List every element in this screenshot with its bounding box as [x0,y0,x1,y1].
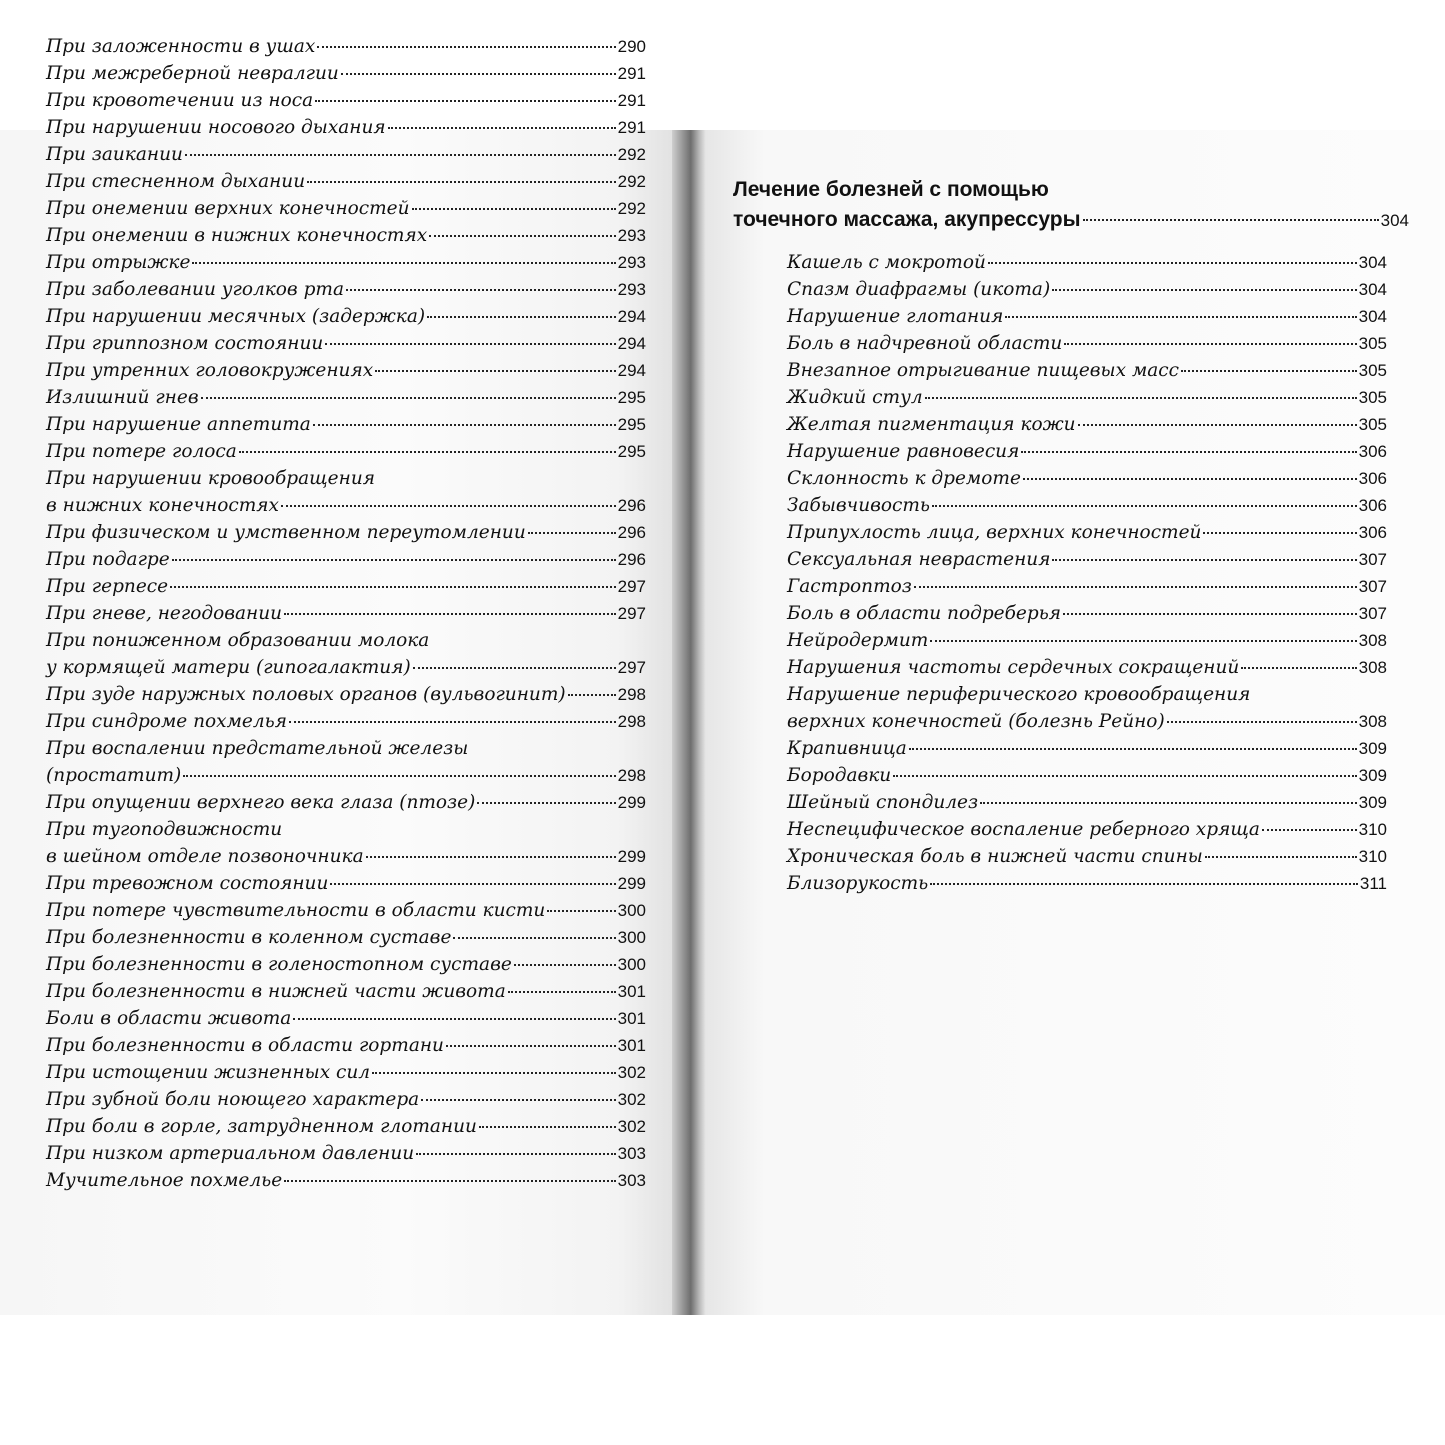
toc-entry-page-number: 294 [617,361,646,380]
toc-entry-page-number: 306 [1358,523,1387,542]
toc-entry [787,600,1387,627]
dot-leader [388,127,616,129]
toc-right-column [787,249,1387,897]
toc-entry-page-number: 293 [617,226,646,245]
toc-entry-page-number: 300 [617,955,646,974]
dot-leader [1005,316,1356,318]
toc-entry-title-line: При тугоподвижности [46,819,283,840]
toc-entry [787,843,1387,870]
toc-entry-page-number: 301 [617,1036,646,1055]
dot-leader [421,1099,615,1101]
toc-entry [787,303,1387,330]
toc-entry-page-number: 303 [617,1144,646,1163]
toc-entry [46,951,646,978]
toc-entry-title-line: Спазм диафрагмы (икота) [787,279,1051,300]
dot-leader [568,694,616,696]
toc-entry-page-number: 308 [1358,712,1387,731]
dot-leader [239,451,616,453]
toc-entry [46,357,646,384]
dot-leader [346,289,616,291]
toc-entry-page-number: 298 [617,766,646,785]
toc-entry-title-line: При нарушение аппетита [46,414,311,435]
dot-leader [416,1153,615,1155]
toc-entry-page-number: 297 [617,604,646,623]
dot-leader [925,397,1357,399]
dot-leader [514,964,616,966]
toc-entry [46,249,646,276]
toc-entry-title-line: Неспецифическое воспаление реберного хряща [787,819,1260,840]
toc-entry-title-line: Жидкий стул [787,387,923,408]
toc-entry-page-number: 291 [617,64,646,83]
toc-entry-title-line: При опущении верхнего века глаза (птозе) [46,792,476,813]
toc-entry [787,627,1387,654]
toc-entry [46,816,646,870]
book-gutter [672,130,706,1315]
toc-entry [46,465,646,519]
toc-entry [46,60,646,87]
dot-leader [281,505,616,507]
dot-leader [341,73,616,75]
toc-entry [787,546,1387,573]
toc-entry-title-line: Шейный спондилез [787,792,979,813]
toc-entry [46,438,646,465]
toc-entry-page-number: 309 [1358,739,1387,758]
toc-entry [46,708,646,735]
toc-entry [46,546,646,573]
toc-entry-title-line: Нейродермит [787,630,929,651]
toc-entry-page-number: 294 [617,307,646,326]
dot-leader [1023,478,1357,480]
toc-entry-page-number: 292 [617,172,646,191]
toc-entry-title-line: При нарушении носового дыхания [46,117,386,138]
toc-entry-page-number: 310 [1358,847,1387,866]
toc-entry-title-line: в шейном отделе позвоночника [46,846,364,867]
toc-entry-title-line: При отрыжке [46,252,191,273]
toc-entry-page-number: 295 [617,442,646,461]
toc-entry-page-number: 305 [1358,361,1387,380]
toc-entry-page-number: 302 [617,1117,646,1136]
dot-leader [508,991,616,993]
dot-leader [1052,289,1356,291]
toc-entry-page-number: 291 [617,91,646,110]
toc-entry-title-line: При физическом и умственном переутомлении [46,522,526,543]
toc-entry-page-number: 310 [1358,820,1387,839]
dot-leader [413,667,616,669]
dot-leader [293,1018,615,1020]
toc-entry-title-line: При зубной боли ноющего характера [46,1089,420,1110]
dot-leader [183,775,615,777]
dot-leader [427,316,616,318]
toc-entry-page-number: 298 [617,685,646,704]
toc-entry [46,627,646,681]
toc-entry-page-number: 294 [617,334,646,353]
toc-entry-page-number: 299 [617,793,646,812]
toc-entry-title-line: При потере чувствительности в области кисти [46,900,546,921]
dot-leader [893,775,1356,777]
toc-entry [787,681,1387,735]
dot-leader [1052,559,1356,561]
toc-entry-page-number: 291 [617,118,646,137]
dot-leader [988,262,1357,264]
toc-entry [46,1032,646,1059]
toc-entry-page-number: 299 [617,847,646,866]
dot-leader [1205,856,1357,858]
dot-leader [307,181,616,183]
toc-entry [46,195,646,222]
toc-entry-page-number: 293 [617,280,646,299]
toc-entry [46,303,646,330]
toc-entry-title-line: Хроническая боль в нижней части спины [787,846,1203,867]
toc-entry-title-line: При онемении в нижних конечностях [46,225,428,246]
toc-entry-title-line: Боль в надчревной области [787,333,1063,354]
section-heading-line: Лечение болезней с помощью [733,178,1049,201]
toc-entry [46,519,646,546]
toc-entry-title-line: При нарушении кровообращения [46,468,375,489]
dot-leader [284,1180,615,1182]
toc-entry [46,168,646,195]
toc-entry [46,330,646,357]
toc-entry-page-number: 295 [617,415,646,434]
toc-entry-title-line: При заболевании уголков рта [46,279,344,300]
toc-entry-page-number: 305 [1358,334,1387,353]
toc-entry-title-line: Припухлость лица, верхних конечностей [787,522,1202,543]
toc-entry [787,276,1387,303]
toc-entry-page-number: 308 [1358,658,1387,677]
dot-leader [185,154,616,156]
toc-entry [787,465,1387,492]
dot-leader [1241,667,1356,669]
toc-entry-page-number: 299 [617,874,646,893]
dot-leader [1181,370,1357,372]
dot-leader [1021,451,1356,453]
toc-entry-page-number: 292 [617,199,646,218]
dot-leader [930,883,1358,885]
dot-leader [932,505,1357,507]
dot-leader [479,1126,616,1128]
toc-entry [46,141,646,168]
dot-leader [477,802,615,804]
toc-entry [46,114,646,141]
dot-leader [325,343,615,345]
toc-entry-title-line: Склонность к дремоте [787,468,1021,489]
toc-entry [787,330,1387,357]
toc-entry-page-number: 300 [617,901,646,920]
toc-entry-title-line: При гриппозном состоянии [46,333,324,354]
toc-entry-page-number: 298 [617,712,646,731]
dot-leader [170,586,616,588]
dot-leader [909,748,1357,750]
toc-entry-page-number: 304 [1358,280,1387,299]
toc-entry-title-line: При заикании [46,144,183,165]
section-heading-page-number: 304 [1380,211,1409,230]
toc-entry [787,519,1387,546]
toc-entry [46,870,646,897]
dot-leader [1203,532,1356,534]
toc-entry-page-number: 292 [617,145,646,164]
toc-entry [787,789,1387,816]
toc-entry-page-number: 301 [617,1009,646,1028]
toc-entry [46,735,646,789]
toc-entry-title-line: При тревожном состоянии [46,873,329,894]
toc-entry [787,870,1387,897]
toc-entry-title-line: Нарушение глотания [787,306,1004,327]
toc-entry-title-line: Желтая пигментация кожи [787,414,1076,435]
toc-entry [46,33,646,60]
dot-leader [446,1045,616,1047]
toc-entry-title-line: При болезненности в области гортани [46,1035,444,1056]
dot-leader [317,46,615,48]
toc-entry-title-line: При подагре [46,549,170,570]
toc-entry-page-number: 293 [617,253,646,272]
toc-entry [46,897,646,924]
toc-entry [46,573,646,600]
toc-entry-title-line: Близорукость [787,873,929,894]
toc-entry [787,573,1387,600]
toc-entry [46,1086,646,1113]
toc-entry-page-number: 306 [1358,442,1387,461]
toc-entry [787,762,1387,789]
toc-entry-title-line: При болезненности в голеностопном суставе [46,954,512,975]
toc-entry-page-number: 296 [617,496,646,515]
section-heading [733,175,1409,236]
toc-entry-title-line: При болезненности в коленном суставе [46,927,452,948]
toc-entry-title-line: Кашель с мокротой [787,252,986,273]
toc-entry-page-number: 307 [1358,550,1387,569]
toc-entry-title-line: При зуде наружных половых органов (вульвогинит) [46,684,566,705]
toc-entry-title-line: При герпесе [46,576,169,597]
dot-leader [1078,424,1357,426]
dot-leader [284,613,616,615]
toc-entry [787,357,1387,384]
toc-entry [787,492,1387,519]
dot-leader [192,262,615,264]
toc-entry [46,924,646,951]
toc-entry [46,384,646,411]
toc-entry-title-line: При нарушении месячных (задержка) [46,306,426,327]
dot-leader [1262,829,1357,831]
toc-entry-page-number: 306 [1358,469,1387,488]
toc-entry [787,438,1387,465]
dot-leader [930,640,1356,642]
toc-entry-title-line: Нарушение периферического кровообращения [787,684,1251,705]
toc-entry-page-number: 296 [617,523,646,542]
toc-entry [46,681,646,708]
dot-leader [980,802,1357,804]
dot-leader [330,883,615,885]
dot-leader [453,937,615,939]
toc-entry-page-number: 307 [1358,577,1387,596]
toc-entry-page-number: 300 [617,928,646,947]
toc-entry-page-number: 305 [1358,388,1387,407]
toc-entry-page-number: 304 [1358,253,1387,272]
toc-entry-title-line: (простатит) [46,765,182,786]
toc-entry-title-line: Мучительное похмелье [46,1170,283,1191]
toc-entry-page-number: 305 [1358,415,1387,434]
toc-entry [787,249,1387,276]
toc-entry-page-number: 309 [1358,793,1387,812]
toc-entry-page-number: 303 [617,1171,646,1190]
toc-entry-page-number: 304 [1358,307,1387,326]
toc-entry [46,1167,646,1194]
toc-entry-title-line: Сексуальная неврастения [787,549,1051,570]
toc-entry-title-line: у кормящей матери (гипогалактия) [46,657,411,678]
toc-entry [46,978,646,1005]
toc-entry-title-line: Внезапное отрыгивание пищевых масс [787,360,1180,381]
toc-entry-title-line: Крапивница [787,738,907,759]
toc-entry [787,654,1387,681]
toc-entry-page-number: 302 [617,1063,646,1082]
toc-entry [46,276,646,303]
dot-leader [313,424,616,426]
toc-entry [46,411,646,438]
dot-leader [372,1072,616,1074]
toc-entry-title-line: При потере голоса [46,441,237,462]
dot-leader [366,856,616,858]
toc-entry-title-line: При онемении верхних конечностей [46,198,410,219]
toc-entry-title-line: верхних конечностей (болезнь Рейно) [787,711,1165,732]
toc-entry-page-number: 308 [1358,631,1387,650]
toc-entry [46,1005,646,1032]
toc-entry-title-line: в нижних конечностях [46,495,279,516]
toc-entry-title-line: При синдроме похмелья [46,711,287,732]
dot-leader [1167,721,1357,723]
dot-leader [1063,613,1357,615]
toc-entry-page-number: 296 [617,550,646,569]
toc-entry-page-number: 306 [1358,496,1387,515]
toc-entry-title-line: При утренних головокружениях [46,360,374,381]
toc-entry-page-number: 297 [617,658,646,677]
dot-leader [429,235,615,237]
toc-entry-title-line: Забывчивость [787,495,930,516]
toc-entry-title-line: Бородавки [787,765,892,786]
dot-leader [528,532,616,534]
toc-entry-title-line: При боли в горле, затрудненном глотании [46,1116,477,1137]
toc-entry-title-line: Боль в области подреберья [787,603,1062,624]
toc-entry-page-number: 295 [617,388,646,407]
toc-entry-title-line: Нарушения частоты сердечных сокращений [787,657,1240,678]
toc-entry-page-number: 297 [617,577,646,596]
toc-entry [787,384,1387,411]
toc-entry-title-line: При истощении жизненных сил [46,1062,371,1083]
toc-entry-page-number: 307 [1358,604,1387,623]
toc-entry-title-line: При межреберной невралгии [46,63,339,84]
toc-entry-title-line: Нарушение равновесия [787,441,1020,462]
dot-leader [375,370,615,372]
dot-leader [1064,343,1356,345]
toc-entry [46,789,646,816]
toc-entry [787,735,1387,762]
toc-entry [46,1059,646,1086]
dot-leader [1083,219,1379,221]
toc-entry-title-line: При воспалении предстательной железы [46,738,469,759]
toc-entry-title-line: При гневе, негодовании [46,603,283,624]
dot-leader [289,721,616,723]
toc-entry-title-line: При стесненном дыхании [46,171,306,192]
toc-entry [46,600,646,627]
toc-entry-page-number: 302 [617,1090,646,1109]
toc-left-column [46,33,646,1194]
toc-entry-title-line: При кровотечении из носа [46,90,314,111]
dot-leader [412,208,616,210]
toc-entry-title-line: Излишний гнев [46,387,199,408]
toc-entry-page-number: 311 [1359,874,1387,893]
toc-entry-title-line: При низком артериальном давлении [46,1143,415,1164]
toc-entry-page-number: 309 [1358,766,1387,785]
toc-entry [787,411,1387,438]
toc-entry-title-line: При болезненности в нижней части живота [46,981,506,1002]
toc-entry [46,1140,646,1167]
toc-entry-title-line: При заложенности в ушах [46,36,316,57]
toc-entry-title-line: При пониженном образовании молока [46,630,430,651]
toc-entry-page-number: 301 [617,982,646,1001]
toc-entry [787,816,1387,843]
dot-leader [914,586,1357,588]
toc-entry-title-line: Гастроптоз [787,576,912,597]
toc-entry [46,222,646,249]
dot-leader [201,397,616,399]
toc-entry-title-line: Боли в области живота [46,1008,292,1029]
toc-entry [46,87,646,114]
section-heading-line: точечного массажа, акупрессуры [733,208,1081,231]
dot-leader [172,559,616,561]
toc-entry [46,1113,646,1140]
dot-leader [547,910,615,912]
toc-entry-page-number: 290 [617,37,646,56]
dot-leader [315,100,615,102]
